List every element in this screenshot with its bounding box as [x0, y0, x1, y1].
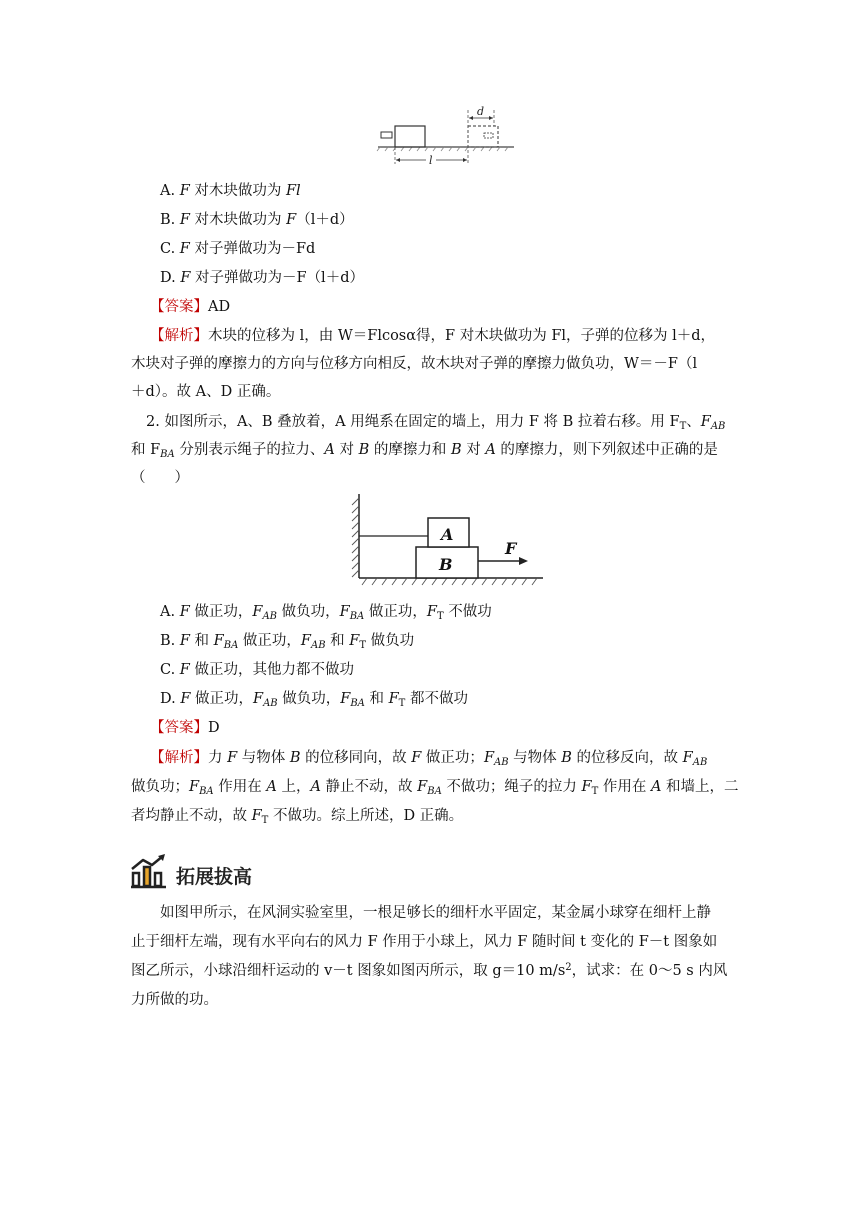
q3-line1: 如图甲所示，在风洞实验室里，一根足够长的细杆水平固定，某金属小球穿在细杆上静	[160, 905, 711, 921]
q1-analysis-line1: 【解析】木块的位移为 l，由 W＝Flcosα得，F 对木块做功为 Fl，子弹的位移为 l＋d，	[150, 328, 716, 344]
bullet-shape	[381, 132, 392, 138]
q2-answer: 【答案】D	[150, 720, 220, 736]
q2-stem-line3: （ ）	[131, 470, 189, 486]
q1-option-c: C. F 对子弹做功为－Fd	[160, 241, 316, 257]
q1-analysis-line3: ＋d）。故 A、D 正确。	[131, 384, 281, 400]
wood-block-left	[395, 126, 425, 147]
q1-answer: 【答案】AD	[150, 299, 231, 315]
growth-chart-icon	[130, 853, 168, 889]
q3-line2: 止于细杆左端，现有水平向右的风力 F 作用于小球上，风力 F 随时间 t 变化的 F－t 图象如	[131, 934, 718, 950]
q1-option-d: D. F 对子弹做功为－F（l＋d）	[160, 270, 364, 286]
stacked-blocks-diagram	[345, 490, 545, 590]
q2-option-d: D. F 做正功，$F_{AB}$ 做负功，$F_{BA}$ 和 $F_T$ 都不做功	[160, 691, 468, 709]
q2-analysis-line3: 者均静止不动，故 $F_T$ 不做功。综上所述，D 正确。	[131, 808, 464, 826]
wood-block-right	[468, 126, 498, 147]
q2-option-a: A. F 做正功，$F_{AB}$ 做负功，$F_{BA}$ 做正功，$F_T$ 不做功	[160, 604, 492, 622]
q1-analysis-line2: 木块对子弹的摩擦力的方向与位移方向相反，故木块对子弹的摩擦力做负功，W＝－F（l	[131, 356, 698, 372]
q2-option-c: C. F 做正功，其他力都不做功	[160, 662, 354, 678]
q2-analysis-line2: 做负功；$F_{BA}$ 作用在 A 上，A 静止不动，故 $F_{BA}$ 不做功；绳子的拉力 $F_T$ 作用在 A 和墙上，二	[131, 779, 739, 797]
section-title: 拓展拔高	[176, 866, 253, 888]
diagram-label-d: d	[477, 105, 485, 118]
q3-line4: 力所做的功。	[131, 992, 218, 1008]
q1-option-a: A. F 对木块做功为 Fl	[160, 183, 301, 199]
q2-option-b: B. F 和 $F_{BA}$ 做正功，$F_{AB}$ 和 $F_T$ 做负功	[160, 633, 415, 651]
q3-line3: 图乙所示，小球沿细杆运动的 v－t 图象如图丙所示，取 g＝10 $m/s^2$，试求：在 0～5 s 内风	[131, 962, 728, 979]
q2-stem-line2: 和 $F_{BA}$ 分别表示绳子的拉力、A 对 B 的摩擦力和 B 对 A 的摩擦力，则下列叙述中正确的是	[131, 442, 718, 460]
bullet-block-diagram	[376, 104, 516, 170]
q2-analysis-line1: 【解析】力 F 与物体 B 的位移同向，故 F 做正功；$F_{AB}$ 与物体 B 的位移反向，故 $F_{AB}$	[150, 750, 708, 768]
diagram-label-l: l	[429, 154, 433, 167]
q2-stem-line1: 2. 如图所示，A、B 叠放着，A 用绳系在固定的墙上，用力 F 将 B 拉着右移。用 $F_T$、$F_{AB}$	[146, 414, 726, 432]
q1-option-b: B. F 对木块做功为 F（l＋d）	[160, 212, 354, 228]
block-b-label: B	[439, 555, 453, 574]
block-a-label: A	[441, 525, 454, 544]
force-f-label: F	[505, 539, 517, 558]
